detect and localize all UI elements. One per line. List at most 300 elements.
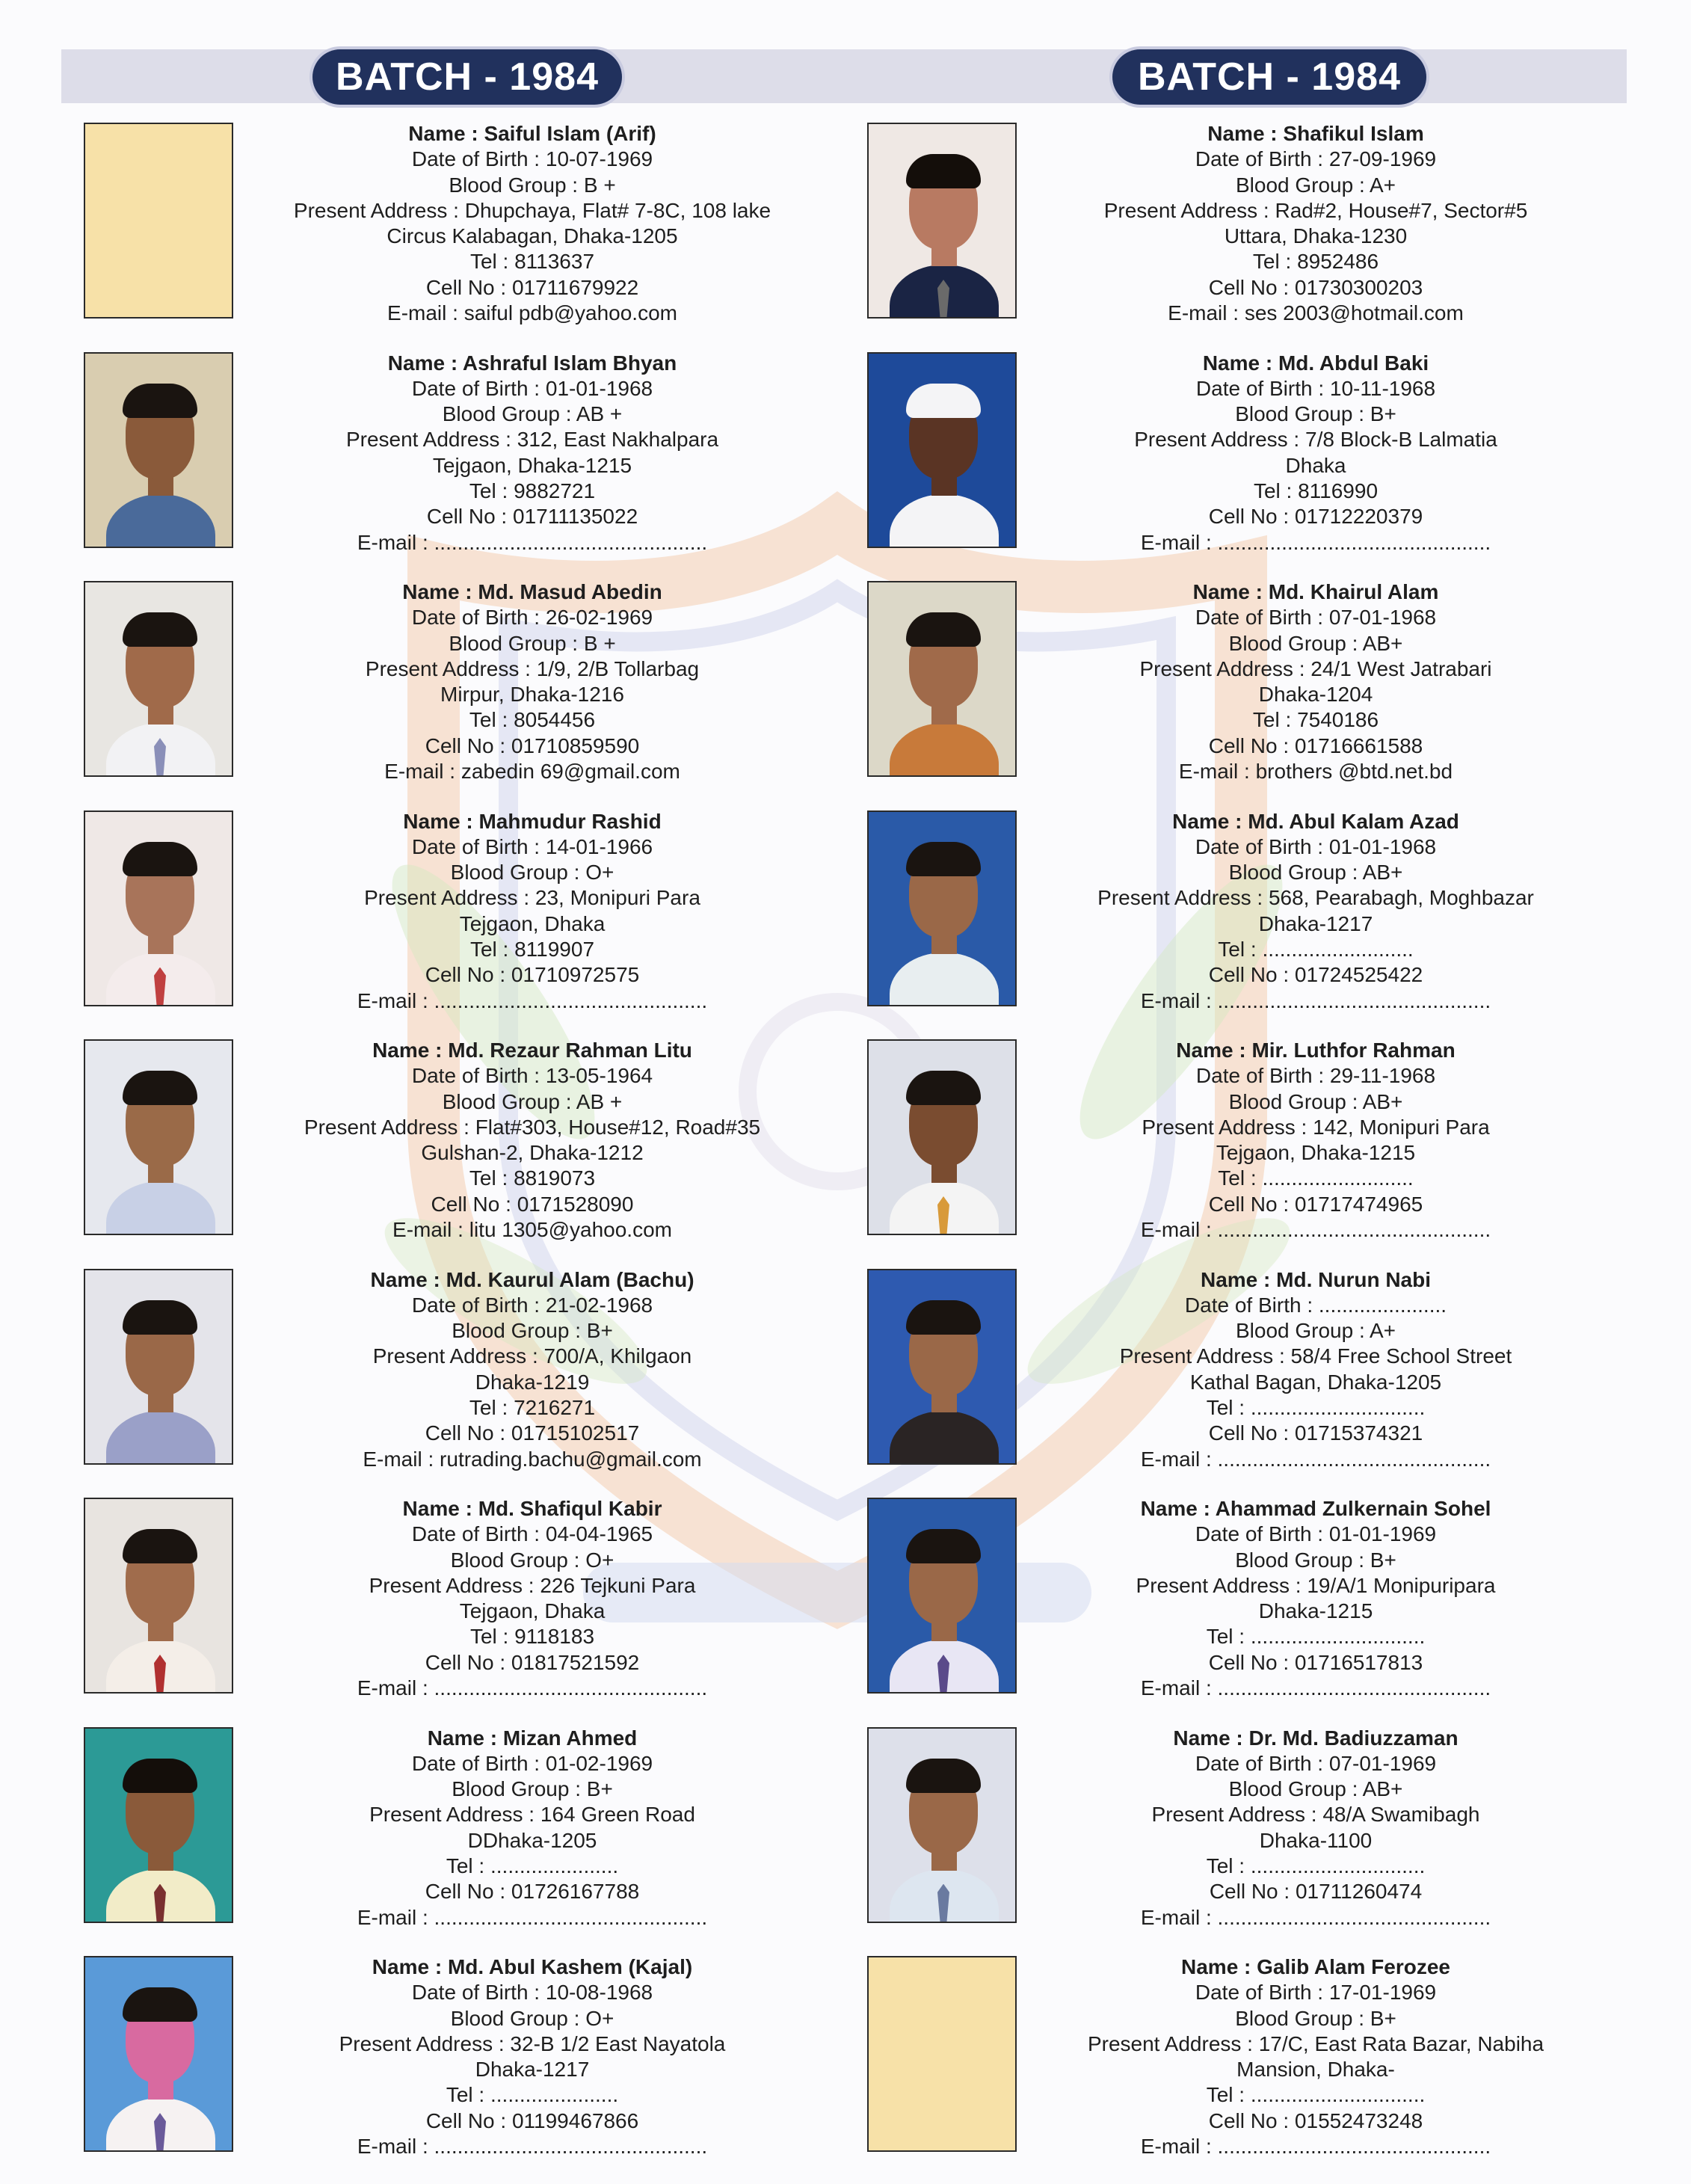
profile-entry xyxy=(867,1267,1622,1497)
present-address-label: Present Address xyxy=(1119,1344,1274,1368)
telephone: 8119907 xyxy=(514,937,595,961)
cell-number-label: Cell No xyxy=(426,505,496,529)
email-address: ............................................... xyxy=(1217,1218,1491,1242)
batch-title-left: BATCH - 1984 xyxy=(312,49,622,105)
present-address: 312, East Nakhalpara xyxy=(517,428,719,452)
email-address: ............................................... xyxy=(1217,1447,1491,1471)
profile-details xyxy=(241,579,824,784)
person-name: Md. Kaurul Alam (Bachu) xyxy=(446,1267,694,1291)
person-name-line: Name : Dr. Md. Badiuzzaman xyxy=(1173,1726,1459,1750)
email-address-label: E-mail xyxy=(1140,2135,1201,2159)
cell-number-line: Cell No : 0171528090 xyxy=(431,1192,634,1216)
present-address: 17/C, East Rata Bazar, Nabiha xyxy=(1258,2031,1544,2055)
email-address-line: E-mail : rutrading.bachu@gmail.com xyxy=(363,1447,702,1471)
blood-group: A+ xyxy=(1369,1319,1396,1343)
email-address[interactable]: zabedin 69@gmail.com xyxy=(461,760,680,784)
blood-group: O+ xyxy=(585,861,615,885)
cell-number-line: Cell No : 01730300203 xyxy=(1208,275,1423,299)
present-address-line2-line xyxy=(1024,2057,1607,2082)
right-column xyxy=(867,121,1622,2184)
telephone-line: Tel : 7216271 xyxy=(469,1395,596,1419)
present-address-line: Present Address : 24/1 West Jatrabari xyxy=(1139,656,1492,680)
date-of-birth-line: Date of Birth : 04-04-1965 xyxy=(411,1522,653,1546)
date-of-birth-line: Date of Birth : 07-01-1969 xyxy=(1195,1751,1437,1775)
profile-photo xyxy=(84,1269,233,1465)
blood-group: B+ xyxy=(586,1777,613,1801)
date-of-birth: ...................... xyxy=(1318,1293,1447,1317)
cell-number-line: Cell No : 01715374321 xyxy=(1208,1421,1423,1445)
blood-group-line: Blood Group : A+ xyxy=(1235,173,1396,197)
telephone: .............................. xyxy=(1250,1395,1426,1419)
present-address-line2: DDhaka-1205 xyxy=(467,1828,597,1852)
present-address: 164 Green Road xyxy=(540,1803,695,1827)
telephone: ...................... xyxy=(490,2083,619,2107)
profile-details xyxy=(1024,1038,1607,1243)
present-address-line2-line xyxy=(241,1828,824,1854)
present-address-line2-line xyxy=(1024,1140,1607,1166)
cell-number-line: Cell No : 01817521592 xyxy=(425,1650,640,1674)
person-name-label: Name xyxy=(387,351,446,375)
present-address-line2: Dhaka-1217 xyxy=(1258,911,1373,935)
date-of-birth: 01-01-1968 xyxy=(545,376,653,400)
cell-number-line: Cell No : 01717474965 xyxy=(1208,1192,1423,1216)
date-of-birth: 13-05-1964 xyxy=(545,1064,653,1088)
email-address: ............................................... xyxy=(434,530,708,554)
cell-number: 01710972575 xyxy=(511,963,640,987)
present-address-line2: Kathal Bagan, Dhaka-1205 xyxy=(1189,1370,1442,1394)
email-address-line: E-mail : ............................................... xyxy=(1140,1218,1491,1242)
person-name: Shafikul Islam xyxy=(1283,122,1424,145)
present-address-label: Present Address xyxy=(1142,1115,1296,1139)
telephone-label: Tel xyxy=(1218,937,1245,961)
present-address-line: Present Address : 568, Pearabagh, Moghbazar xyxy=(1097,886,1534,910)
profile-entry xyxy=(84,351,839,580)
cell-number: 01724525422 xyxy=(1294,963,1423,987)
person-name-label: Name xyxy=(1173,1726,1230,1750)
blood-group-label: Blood Group xyxy=(450,1548,568,1572)
cell-number-line: Cell No : 01716661588 xyxy=(1208,733,1423,757)
cell-number-line: Cell No : 01710859590 xyxy=(425,733,640,757)
present-address-line2-line xyxy=(1024,453,1607,479)
telephone-line: Tel : 8952486 xyxy=(1252,250,1379,274)
present-address-line: Present Address : 58/4 Free School Street xyxy=(1119,1344,1512,1368)
present-address-line2: Dhaka-1215 xyxy=(1258,1599,1373,1623)
blood-group-label: Blood Group xyxy=(1228,631,1346,655)
blood-group-line: Blood Group : AB + xyxy=(442,402,623,426)
profile-entry xyxy=(867,351,1622,580)
present-address-label: Present Address xyxy=(339,2031,493,2055)
email-address-line: E-mail : zabedin 69@gmail.com xyxy=(384,760,680,784)
telephone: 9118183 xyxy=(514,1625,595,1649)
profile-entry xyxy=(84,1726,839,1955)
telephone: .............................. xyxy=(1250,1625,1426,1649)
profile-details xyxy=(241,1954,824,2159)
blood-group-label: Blood Group xyxy=(1235,1319,1354,1343)
profile-photo xyxy=(84,352,233,548)
present-address-label: Present Address xyxy=(304,1115,458,1139)
person-name-line: Name : Shafikul Islam xyxy=(1207,122,1424,145)
present-address-line2-line xyxy=(1024,224,1607,249)
email-address[interactable]: saiful pdb@yahoo.com xyxy=(463,301,677,325)
email-address[interactable]: brothers @btd.net.bd xyxy=(1255,760,1453,784)
blood-group-label: Blood Group xyxy=(449,631,567,655)
email-address: ............................................... xyxy=(1217,988,1491,1012)
date-of-birth-line: Date of Birth : 01-01-1968 xyxy=(411,376,653,400)
present-address-line2-line xyxy=(1024,682,1607,707)
cell-number-line: Cell No : 01715102517 xyxy=(425,1421,640,1445)
person-name-line: Name : Mir. Luthfor Rahman xyxy=(1176,1039,1456,1062)
profile-photo xyxy=(84,810,233,1006)
present-address-line: Present Address : 19/A/1 Monipuripara xyxy=(1136,1573,1496,1597)
profile-entry xyxy=(84,1038,839,1267)
person-name-line: Name : Md. Abul Kalam Azad xyxy=(1172,809,1459,833)
present-address: Dhupchaya, Flat# 7-8C, 108 lake xyxy=(464,198,771,222)
email-address: ............................................... xyxy=(1217,2135,1491,2159)
cell-number: 01715374321 xyxy=(1294,1421,1423,1445)
person-name: Md. Nurun Nabi xyxy=(1276,1267,1432,1291)
date-of-birth: 29-11-1968 xyxy=(1329,1064,1436,1088)
present-address-line2: Tejgaon, Dhaka xyxy=(459,911,606,935)
telephone-line: Tel : .............................. xyxy=(1206,1854,1426,1877)
date-of-birth: 07-01-1968 xyxy=(1328,606,1437,630)
present-address-label: Present Address xyxy=(364,886,518,910)
profile-photo xyxy=(867,581,1017,777)
email-address-label: E-mail xyxy=(363,1447,422,1471)
cell-number-label: Cell No xyxy=(1208,1192,1278,1216)
date-of-birth-label: Date of Birth xyxy=(411,1751,529,1775)
present-address-line: Present Address : 7/8 Block-B Lalmatia xyxy=(1134,428,1497,452)
date-of-birth: 01-02-1969 xyxy=(545,1751,653,1775)
email-address-line: E-mail : litu 1305@yahoo.com xyxy=(392,1218,672,1242)
present-address-label: Present Address xyxy=(365,656,520,680)
date-of-birth-line: Date of Birth : 14-01-1966 xyxy=(411,834,653,858)
present-address-label: Present Address xyxy=(1134,428,1288,452)
email-address-label: E-mail xyxy=(357,1905,417,1929)
present-address-line: Present Address : 48/A Swamibagh xyxy=(1151,1803,1480,1827)
present-address: 7/8 Block-B Lalmatia xyxy=(1305,428,1497,452)
blood-group-line: Blood Group : AB+ xyxy=(1228,861,1403,885)
profile-photo xyxy=(84,1039,233,1235)
present-address-line2: Tejgaon, Dhaka-1215 xyxy=(1216,1141,1416,1165)
blood-group: AB + xyxy=(576,1089,623,1113)
present-address: 48/A Swamibagh xyxy=(1322,1803,1480,1827)
profile-details xyxy=(1024,1726,1607,1931)
cell-number-line: Cell No : 01716517813 xyxy=(1208,1650,1423,1674)
profile-photo xyxy=(867,810,1017,1006)
person-name-label: Name xyxy=(1202,351,1260,375)
profile-details xyxy=(241,1038,824,1243)
date-of-birth-label: Date of Birth xyxy=(411,1522,529,1546)
email-address: ............................................... xyxy=(434,2135,708,2159)
blood-group-line: Blood Group : B + xyxy=(449,631,616,655)
present-address-line2: Dhaka-1204 xyxy=(1258,683,1373,707)
profile-entry xyxy=(867,809,1622,1039)
profile-entry xyxy=(84,1496,839,1726)
email-address-line: E-mail : ............................................... xyxy=(1140,1447,1491,1471)
date-of-birth-line: Date of Birth : 21-02-1968 xyxy=(411,1293,653,1317)
profile-details xyxy=(241,351,824,556)
telephone-line: Tel : 8819073 xyxy=(469,1166,596,1190)
present-address-line: Present Address : 17/C, East Rata Bazar, Nabiha xyxy=(1087,2031,1544,2055)
present-address: 1/9, 2/B Tollarbag xyxy=(536,656,700,680)
present-address-line: Present Address : 700/A, Khilgaon xyxy=(372,1344,692,1368)
person-name-label: Name xyxy=(1207,122,1265,145)
blood-group-label: Blood Group xyxy=(452,1319,570,1343)
blood-group-line: Blood Group : O+ xyxy=(450,861,615,885)
telephone-label: Tel xyxy=(469,937,497,961)
present-address-line2-line xyxy=(1024,1599,1607,1624)
telephone-line: Tel : ...................... xyxy=(446,2083,619,2107)
profile-details xyxy=(241,1496,824,1701)
date-of-birth: 27-09-1969 xyxy=(1328,147,1437,171)
present-address: 24/1 West Jatrabari xyxy=(1310,656,1492,680)
cell-number-line: Cell No : 01726167788 xyxy=(425,1880,640,1904)
telephone: 8113637 xyxy=(514,250,595,274)
profile-details xyxy=(1024,579,1607,784)
telephone: ...................... xyxy=(490,1854,619,1877)
blood-group-line: Blood Group : O+ xyxy=(450,2006,615,2030)
cell-number-label: Cell No xyxy=(425,1880,494,1904)
blood-group-line: Blood Group : O+ xyxy=(450,1548,615,1572)
present-address-line2-line xyxy=(241,453,824,479)
date-of-birth: 10-11-1968 xyxy=(1329,376,1436,400)
present-address-line: Present Address : Rad#2, House#7, Sector#5 xyxy=(1103,198,1528,222)
cell-number: 01717474965 xyxy=(1294,1192,1423,1216)
person-name: Md. Khairul Alam xyxy=(1268,580,1439,603)
present-address: 568, Pearabagh, Moghbazar xyxy=(1268,886,1534,910)
cell-number: 01716661588 xyxy=(1294,733,1423,757)
email-address-label: E-mail xyxy=(1140,1905,1201,1929)
cell-number-label: Cell No xyxy=(425,733,494,757)
present-address-line2: Tejgaon, Dhaka xyxy=(459,1599,606,1623)
date-of-birth: 01-01-1968 xyxy=(1328,834,1437,858)
cell-number-line: Cell No : 01711260474 xyxy=(1209,1880,1423,1904)
email-address: ............................................... xyxy=(434,988,708,1012)
telephone: .............................. xyxy=(1250,1854,1426,1877)
date-of-birth: 07-01-1969 xyxy=(1328,1751,1437,1775)
present-address-line2: Circus Kalabagan, Dhaka-1205 xyxy=(386,224,678,248)
present-address-line: Present Address : 32-B 1/2 East Nayatola xyxy=(339,2031,726,2055)
present-address-line2: Mansion, Dhaka- xyxy=(1236,2058,1395,2082)
cell-number: 01817521592 xyxy=(511,1650,640,1674)
date-of-birth-label: Date of Birth xyxy=(1195,147,1312,171)
present-address-label: Present Address xyxy=(369,1573,523,1597)
profile-details xyxy=(1024,809,1607,1014)
person-name: Md. Abul Kashem (Kajal) xyxy=(447,1955,693,1978)
telephone: 9882721 xyxy=(514,479,596,502)
cell-number: 01711135022 xyxy=(513,505,638,529)
profile-photo xyxy=(867,1498,1017,1694)
cell-number-label: Cell No xyxy=(1208,1421,1278,1445)
present-address-label: Present Address xyxy=(1087,2031,1242,2055)
date-of-birth-line: Date of Birth : 13-05-1964 xyxy=(411,1064,653,1088)
telephone-label: Tel xyxy=(1206,1395,1233,1419)
cell-number: 01199467866 xyxy=(511,2108,639,2132)
present-address-label: Present Address xyxy=(1097,886,1251,910)
cell-number-label: Cell No xyxy=(1208,963,1278,987)
person-name-line: Name : Mahmudur Rashid xyxy=(403,809,662,833)
present-address-label: Present Address xyxy=(369,1803,523,1827)
present-address-line: Present Address : Flat#303, House#12, Road#35 xyxy=(304,1115,761,1139)
date-of-birth: 14-01-1966 xyxy=(545,834,653,858)
present-address: Flat#303, House#12, Road#35 xyxy=(475,1115,761,1139)
blood-group-label: Blood Group xyxy=(1228,1089,1346,1113)
telephone: 7216271 xyxy=(514,1395,596,1419)
blood-group-label: Blood Group xyxy=(450,861,568,885)
present-address-line2-line xyxy=(241,2057,824,2082)
present-address-line2: Dhaka-1217 xyxy=(475,2058,590,2082)
date-of-birth-line: Date of Birth : 26-02-1969 xyxy=(411,606,653,630)
cell-number: 01712220379 xyxy=(1294,505,1423,529)
profile-photo xyxy=(84,1956,233,2152)
present-address-line: Present Address : Dhupchaya, Flat# 7-8C, 108 lake xyxy=(293,198,771,222)
cell-number-label: Cell No xyxy=(431,1192,500,1216)
cell-number-label: Cell No xyxy=(1208,2108,1278,2132)
profile-photo xyxy=(84,1727,233,1923)
email-address-line: E-mail : ............................................... xyxy=(1140,530,1491,554)
telephone-line: Tel : 8116990 xyxy=(1253,479,1379,502)
email-address-label: E-mail xyxy=(387,301,447,325)
present-address-label: Present Address xyxy=(1139,656,1293,680)
date-of-birth-label: Date of Birth xyxy=(411,606,529,630)
present-address-line2-line xyxy=(241,682,824,707)
blood-group-label: Blood Group xyxy=(450,2006,568,2030)
person-name: Dr. Md. Badiuzzaman xyxy=(1248,1726,1459,1750)
date-of-birth-line: Date of Birth : 10-11-1968 xyxy=(1195,376,1436,400)
profile-photo xyxy=(867,1039,1017,1235)
date-of-birth-line: Date of Birth : 01-02-1969 xyxy=(411,1751,653,1775)
blood-group: AB+ xyxy=(1362,1089,1403,1113)
present-address-label: Present Address xyxy=(372,1344,527,1368)
person-name: Md. Rezaur Rahman Litu xyxy=(448,1039,692,1062)
profile-entry xyxy=(84,1954,839,2184)
cell-number-line: Cell No : 01724525422 xyxy=(1208,963,1423,987)
telephone-label: Tel xyxy=(446,1854,473,1877)
blood-group: B + xyxy=(583,631,616,655)
cell-number-label: Cell No xyxy=(1208,275,1278,299)
person-name-label: Name xyxy=(1140,1497,1198,1520)
email-address-label: E-mail xyxy=(384,760,444,784)
email-address-label: E-mail xyxy=(1168,301,1228,325)
date-of-birth-line: Date of Birth : 01-01-1969 xyxy=(1195,1522,1437,1546)
person-name-line: Name : Mizan Ahmed xyxy=(427,1726,638,1750)
email-address-label: E-mail xyxy=(1178,760,1239,784)
telephone: 8952486 xyxy=(1297,250,1379,274)
present-address-line2-line xyxy=(241,224,824,249)
email-address-label: E-mail xyxy=(1140,1676,1201,1700)
profile-entry xyxy=(84,1267,839,1497)
email-address: ............................................... xyxy=(1217,1676,1491,1700)
blood-group: AB+ xyxy=(1362,1777,1403,1801)
profile-photo xyxy=(867,123,1017,319)
telephone-line: Tel : .............................. xyxy=(1206,1395,1426,1419)
date-of-birth-line: Date of Birth : 01-01-1968 xyxy=(1195,834,1437,858)
profile-photo xyxy=(867,1269,1017,1465)
present-address-line: Present Address : 164 Green Road xyxy=(369,1803,695,1827)
blood-group: B+ xyxy=(1370,1548,1396,1572)
blood-group-line: Blood Group : B+ xyxy=(1235,402,1396,426)
present-address: 700/A, Khilgaon xyxy=(543,1344,692,1368)
date-of-birth-line: Date of Birth : 07-01-1968 xyxy=(1195,606,1437,630)
profile-photo xyxy=(84,581,233,777)
email-address[interactable]: ses 2003@hotmail.com xyxy=(1244,301,1464,325)
person-name-line: Name : Md. Shafiqul Kabir xyxy=(402,1497,662,1520)
date-of-birth-label: Date of Birth xyxy=(1184,1293,1302,1317)
present-address-line2: Tejgaon, Dhaka-1215 xyxy=(432,453,632,477)
profile-details xyxy=(1024,1954,1607,2159)
profile-entry xyxy=(867,1038,1622,1267)
photo-placeholder xyxy=(867,1956,1017,2152)
present-address-line2-line xyxy=(1024,1370,1607,1395)
date-of-birth: 10-07-1969 xyxy=(545,147,653,171)
blood-group: O+ xyxy=(585,1548,615,1572)
date-of-birth-label: Date of Birth xyxy=(1195,1751,1312,1775)
present-address-label: Present Address xyxy=(1151,1803,1305,1827)
date-of-birth-label: Date of Birth xyxy=(411,147,529,171)
person-name-label: Name xyxy=(1200,1267,1258,1291)
date-of-birth-label: Date of Birth xyxy=(411,1981,529,2005)
blood-group-line: Blood Group : AB+ xyxy=(1228,631,1403,655)
present-address-line: Present Address : 23, Monipuri Para xyxy=(364,886,700,910)
blood-group-line: Blood Group : B + xyxy=(449,173,616,197)
present-address-line: Present Address : 226 Tejkuni Para xyxy=(369,1573,696,1597)
person-name: Mahmudur Rashid xyxy=(478,809,662,833)
email-address[interactable]: litu 1305@yahoo.com xyxy=(469,1218,672,1242)
email-address-line: E-mail : ............................................... xyxy=(357,988,708,1012)
blood-group-line: Blood Group : B+ xyxy=(1235,2006,1396,2030)
email-address: ............................................... xyxy=(1217,1905,1491,1929)
blood-group-line: Blood Group : AB + xyxy=(442,1089,623,1113)
person-name: Galib Alam Ferozee xyxy=(1257,1955,1450,1978)
telephone-label: Tel xyxy=(446,2083,473,2107)
email-address-line: E-mail : ............................................... xyxy=(1140,2135,1491,2159)
present-address-line2-line xyxy=(1024,1828,1607,1854)
telephone-line: Tel : .............................. xyxy=(1206,1625,1426,1649)
telephone-label: Tel xyxy=(1206,2083,1233,2107)
present-address-label: Present Address xyxy=(293,198,448,222)
email-address[interactable]: rutrading.bachu@gmail.com xyxy=(440,1447,702,1471)
telephone-label: Tel xyxy=(469,479,496,502)
profile-entry xyxy=(867,1954,1622,2184)
telephone-label: Tel xyxy=(469,1166,496,1190)
cell-number: 01552473248 xyxy=(1294,2108,1423,2132)
profile-details xyxy=(241,1267,824,1472)
person-name-label: Name xyxy=(372,1955,430,1978)
present-address-line2-line xyxy=(241,911,824,937)
telephone-label: Tel xyxy=(469,1625,497,1649)
present-address: 226 Tejkuni Para xyxy=(540,1573,696,1597)
present-address: 32-B 1/2 East Nayatola xyxy=(510,2031,726,2055)
cell-number: 01710859590 xyxy=(511,733,640,757)
telephone-label: Tel xyxy=(469,1395,496,1419)
person-name-label: Name xyxy=(408,122,466,145)
email-address-label: E-mail xyxy=(1140,1218,1201,1242)
date-of-birth-line: Date of Birth : 27-09-1969 xyxy=(1195,147,1437,171)
cell-number-label: Cell No xyxy=(425,963,494,987)
present-address-label: Present Address xyxy=(1103,198,1258,222)
email-address-line: E-mail : ............................................... xyxy=(1140,1676,1491,1700)
person-name-label: Name xyxy=(402,580,460,603)
telephone-line: Tel : 8113637 xyxy=(469,250,595,274)
telephone: 8054456 xyxy=(514,708,596,732)
email-address-label: E-mail xyxy=(357,988,417,1012)
blood-group-label: Blood Group xyxy=(442,1089,560,1113)
profile-entry xyxy=(867,579,1622,809)
date-of-birth-label: Date of Birth xyxy=(1195,1522,1312,1546)
present-address: 142, Monipuri Para xyxy=(1313,1115,1490,1139)
present-address-line2: Dhaka-1219 xyxy=(475,1370,590,1394)
email-address: ............................................... xyxy=(434,1905,708,1929)
